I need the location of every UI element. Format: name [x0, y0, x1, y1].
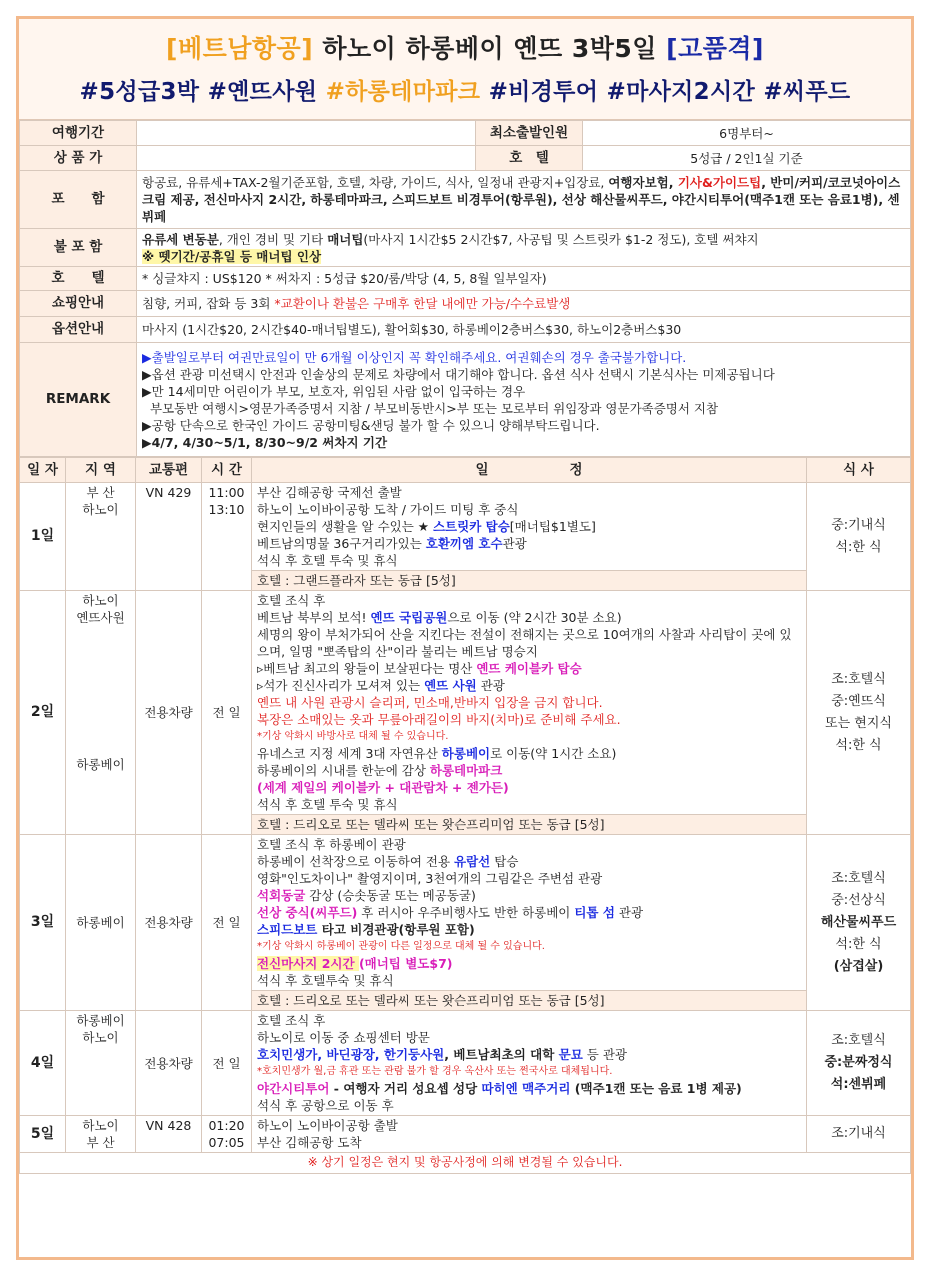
itinerary-line — [257, 955, 801, 972]
highlight: 호치민생가, 바딘광장, 한기둥사원 — [257, 1047, 445, 1062]
time-value: 07:05 — [208, 1135, 245, 1150]
hashtag: #하롱테마파크 — [325, 79, 481, 105]
highlight: 석회동굴 — [257, 888, 306, 903]
day-meal — [807, 1011, 911, 1116]
title-area — [19, 19, 911, 120]
meal-item: 해산물씨푸드 — [820, 914, 897, 930]
col-day: 일 자 — [20, 458, 66, 483]
time-value: 11:00 — [208, 485, 245, 500]
text: 관광 — [614, 905, 644, 920]
col-itinerary: 일 정 — [252, 458, 807, 483]
airline-tag: [베트남항공] — [166, 34, 314, 63]
day-hotel: 호텔 : 드리오로 또는 델라씨 또는 왓슨프리미엄 또는 동급 [5성] — [252, 815, 807, 835]
itinerary-line: 하노이로 이동 중 쇼핑센터 방문 — [257, 1030, 430, 1045]
col-transport: 교통편 — [136, 458, 202, 483]
itinerary-line — [257, 887, 801, 904]
shopping-label: 쇼핑안내 — [20, 291, 137, 317]
include-insurance: 여행자보험, — [608, 175, 678, 190]
hashtags — [19, 65, 911, 106]
include-extras: , 반미/커피/코코넛아이스크림 제공, 전신마사지 2시간, 하롱테마파크, 스피드보트 비경투어(항루원), 선상 해산물씨푸드, 야간시티투어(맥주1캔 또는 음료1병), 센뷔페 — [142, 175, 901, 224]
itinerary-line — [257, 921, 801, 938]
itinerary-line: 하노이 노이바이공항 출발 — [257, 1118, 398, 1133]
text: 후 러시아 우주비행사도 반한 하롱베이 — [357, 905, 575, 920]
text: 타고 비경관광(항루원 포함) — [317, 922, 475, 937]
itinerary-note: *기상 악화시 하롱베이 관광이 다른 일정으로 대체 될 수 있습니다. — [257, 941, 545, 952]
day-region — [66, 483, 136, 591]
itinerary-line: 부산 김해공항 도착 — [257, 1135, 362, 1150]
text: 등 관광 — [582, 1047, 628, 1062]
itinerary-line: 부산 김해공항 국제선 출발 — [257, 485, 402, 500]
day-transport: 전용차량 — [136, 591, 202, 835]
text: ▹석가 진신사리가 모셔져 있는 — [257, 678, 425, 693]
highlight: 옌뜨 사원 — [424, 678, 477, 693]
itinerary-document — [16, 16, 914, 1260]
itinerary-line — [257, 609, 801, 626]
highlight: 스피드보트 — [257, 922, 318, 937]
time-value: 01:20 — [208, 1118, 245, 1133]
highlight: 문묘 — [558, 1047, 583, 1062]
itinerary-line — [257, 1046, 801, 1063]
highlight: 옌뜨 국립공원 — [370, 610, 448, 625]
itinerary-line: 호텔 조식 후 — [257, 593, 326, 608]
day-region: 하롱베이 — [66, 835, 136, 1011]
region-name: 옌뜨사원 — [76, 610, 125, 625]
highlight: 하롱테마파크 — [429, 763, 503, 778]
hotel2-label: 호 텔 — [20, 267, 137, 291]
meal-item: 석:한 식 — [835, 539, 882, 555]
title-line-1 — [19, 19, 911, 65]
region-name: 하노이 — [82, 1118, 119, 1133]
day-transport: 전용차량 — [136, 835, 202, 1011]
meal-item: 조:호텔식 — [831, 870, 886, 886]
itinerary-line: 영화"인도차이나" 촬영지이며, 3천여개의 그림같은 주변섬 관광 — [257, 871, 603, 886]
col-region: 지 역 — [66, 458, 136, 483]
price-value — [137, 146, 476, 171]
day-hotel: 호텔 : 드리오로 또는 델라씨 또는 왓슨프리미엄 또는 동급 [5성] — [252, 991, 807, 1011]
itinerary-line: 옌뜨 내 사원 관광시 슬리퍼, 민소매,반바지 입장을 금지 합니다. — [257, 695, 603, 710]
day-time — [202, 1116, 252, 1153]
hashtag: #씨푸드 — [763, 79, 851, 105]
exclude-tip: 매너팁 — [327, 231, 364, 247]
day-meal — [807, 591, 911, 835]
shopping-note: *교환이나 환불은 구매후 한달 내에만 가능/수수료발생 — [274, 296, 571, 311]
itinerary-line — [257, 762, 801, 779]
remark-line: 부모동반 여행시>영문가족증명서 지참 / 부모비동반시>부 또는 모로부터 위임장과 영문가족증명서 지참 — [150, 400, 719, 416]
highlight: 하롱베이 — [441, 746, 491, 761]
text: 베트남의명물 36구거리가있는 — [257, 536, 426, 551]
day-label: 4일 — [20, 1011, 66, 1116]
itinerary-note: *호치민생가 월,금 휴관 또는 관람 불가 할 경우 옥산사 또는 쩐국사로 대체됩니다. — [257, 1066, 613, 1077]
exclude-rest: (마사지 1시간$5 2시간$7, 사공팁 및 스트릿카 $1-2 정도), 호텔 써챠지 — [363, 231, 759, 247]
highlight: 호환끼엠 호수 — [425, 536, 503, 551]
min-people-label: 최소출발인원 — [476, 121, 583, 146]
exclude-note: ※ 뗏기간/공휴일 등 매너팁 인상 — [142, 248, 322, 264]
itinerary-line — [257, 677, 801, 694]
highlight: 티톱 섬 — [574, 905, 615, 920]
day-transport: 전용차량 — [136, 1011, 202, 1116]
hashtag: #5성급3박 — [79, 79, 200, 105]
option-value: 마사지 (1시간$20, 2시간$40-매너팁별도), 활어회$30, 하롱베이2층버스$30, 하노이2층버스$30 — [137, 317, 911, 343]
text: ▹베트남 최고의 왕들이 보살핀다는 명산 — [257, 661, 477, 676]
itinerary-line — [257, 518, 801, 535]
text: (매너팁 별도$7) — [358, 956, 453, 971]
remark-line: ▶공항 단속으로 한국인 가이드 공항미팅&샌딩 불가 할 수 있으니 양해부탁드립니다. — [142, 417, 600, 433]
include-tip: 기사&가이드팁 — [677, 175, 762, 190]
highlight: 스트릿카 탑승 — [432, 519, 510, 534]
text: 관광 — [476, 678, 505, 693]
text: (맥주1캔 또는 음료 1병 제공) — [570, 1081, 742, 1096]
remark-label: REMARK — [20, 343, 137, 457]
itinerary-line — [257, 853, 801, 870]
grade-tag: [고품격] — [666, 34, 764, 63]
itinerary-line: 복장은 소매있는 옷과 무릎아래길이의 바지(치마)로 준비해 주세요. — [257, 712, 621, 727]
hashtag: #옌뜨사원 — [207, 79, 318, 105]
exclude-text: , 개인 경비 및 기타 — [218, 231, 328, 247]
exclude-fuel: 유류세 변동분 — [142, 231, 219, 247]
region-name: 부 산 — [86, 485, 115, 500]
meal-item: 조:호텔식 — [831, 671, 886, 687]
include-label: 포 함 — [20, 171, 137, 229]
text: 로 이동(약 1시간 소요) — [490, 746, 617, 761]
itinerary-line: (세계 제일의 케이블카 + 대관람차 + 젠가든) — [257, 780, 509, 795]
remark-value — [137, 343, 911, 457]
day-transport: VN 428 — [136, 1116, 202, 1153]
itinerary-line: 호텔 조식 후 — [257, 1013, 326, 1028]
meal-item: 중:옌뜨식 — [831, 693, 886, 709]
col-meal: 식 사 — [807, 458, 911, 483]
day-label: 3일 — [20, 835, 66, 1011]
day-meal: 조:기내식 — [807, 1116, 911, 1153]
option-label: 옵션안내 — [20, 317, 137, 343]
region-name: 하노이 — [82, 1030, 119, 1045]
itinerary-line: 석식 후 호텔 투숙 및 휴식 — [257, 797, 398, 812]
day-itinerary — [252, 483, 807, 571]
itinerary-line — [257, 660, 801, 677]
itinerary-line — [257, 904, 801, 921]
time-value: 13:10 — [208, 502, 245, 517]
itinerary-note: *기상 악화시 바방사로 대체 될 수 있습니다. — [257, 731, 449, 742]
meal-item: 중:선상식 — [831, 892, 886, 908]
text: 베트남 북부의 보석! — [257, 610, 371, 625]
region-name: 하노이 — [82, 502, 119, 517]
shopping-text: 침향, 커피, 잡화 등 3회 — [142, 296, 275, 311]
text: 하롱베이의 시내를 한눈에 감상 — [257, 763, 430, 778]
text: 유네스코 지정 세계 3대 자연유산 — [257, 746, 442, 761]
meal-item: 조:호텔식 — [831, 1033, 886, 1048]
day-hotel: 호텔 : 그랜드플라자 또는 동급 [5성] — [252, 571, 807, 591]
day-meal — [807, 835, 911, 1011]
itinerary-line: 석식 후 공항으로 이동 후 — [257, 1098, 394, 1113]
day-region — [66, 1116, 136, 1153]
meal-item: 석:한 식 — [835, 737, 882, 753]
day-label: 5일 — [20, 1116, 66, 1153]
text: 탑승 — [490, 854, 519, 869]
hashtag: #마사지2시간 — [606, 79, 755, 105]
period-label: 여행기간 — [20, 121, 137, 146]
day-itinerary — [252, 1116, 807, 1153]
day-meal — [807, 483, 911, 591]
hotel-label: 호 텔 — [476, 146, 583, 171]
info-table — [19, 120, 911, 457]
meal-item: 중:기내식 — [831, 517, 886, 533]
highlight: 옌뜨 케이블카 탑승 — [476, 661, 582, 676]
highlight: 야간시티투어 — [257, 1081, 330, 1096]
meal-item: 중:분짜정식 — [824, 1055, 893, 1070]
text: 하롱베이 선착장으로 이동하여 전용 — [257, 854, 455, 869]
itinerary-line: 세명의 왕이 부처가되어 산을 지킨다는 전설이 전해지는 곳으로 10여개의 사찰과 사리탑이 곳에 있으며, 일명 "뽀족탑의 산"이라 불리는 베트남 명승지 — [257, 627, 792, 659]
itinerary-line: 하노이 노이바이공항 도착 / 가이드 미팅 후 중식 — [257, 502, 519, 517]
itinerary-line — [257, 1080, 801, 1097]
highlight: 전신마사지 2시간 — [257, 956, 359, 971]
hotel-value: 5성급 / 2인1실 기준 — [583, 146, 911, 171]
day-itinerary — [252, 835, 807, 991]
hashtag: #비경투어 — [488, 79, 599, 105]
meal-item: 석:한 식 — [835, 936, 882, 952]
include-text: 항공료, 유류세+TAX-2월기준포함, 호텔, 차량, 가이드, 식사, 일정내 관광지+입장료, — [142, 175, 609, 190]
highlight: 선상 중식(씨푸드) — [257, 905, 358, 920]
day-label: 1일 — [20, 483, 66, 591]
text: 감상 (승솟동굴 또는 메공동굴) — [305, 888, 476, 903]
day-region — [66, 591, 136, 835]
day-time: 전 일 — [202, 591, 252, 835]
min-people-value: 6명부터~ — [583, 121, 911, 146]
text: [매너팁$1별도] — [509, 519, 596, 534]
footer-note: ※ 상기 일정은 현지 및 항공사정에 의해 변경될 수 있습니다. — [20, 1153, 911, 1174]
tour-title: 하노이 하롱베이 옌뜨 3박5일 — [322, 34, 657, 63]
day-itinerary — [252, 1011, 807, 1116]
day-time: 전 일 — [202, 1011, 252, 1116]
highlight: 따히엔 맥주거리 — [481, 1081, 571, 1096]
day-transport: VN 429 — [136, 483, 202, 591]
text: - 여행자 거리 성요셉 성당 — [329, 1081, 482, 1096]
day-region — [66, 1011, 136, 1116]
meal-item: 석:센뷔페 — [830, 1077, 887, 1092]
exclude-label: 불 포 함 — [20, 229, 137, 267]
meal-item: (삼겹살) — [833, 958, 884, 974]
day-time — [202, 483, 252, 591]
itinerary-line — [257, 745, 801, 762]
highlight: 유람선 — [454, 854, 491, 869]
period-value — [137, 121, 476, 146]
col-time: 시 간 — [202, 458, 252, 483]
region-name: 하롱베이 — [76, 1013, 125, 1028]
meal-item: 또는 현지식 — [825, 715, 892, 731]
remark-line: ▶옵션 관광 미선택시 안전과 인솔상의 문제로 차량에서 대기해야 합니다. 옵션 식사 선택시 기본식사는 미제공됩니다 — [142, 366, 775, 382]
remark-line: ▶만 14세미만 어린이가 부모, 보호자, 위임된 사람 없이 입국하는 경우 — [142, 383, 526, 399]
text: 관광 — [502, 536, 527, 551]
shopping-value — [137, 291, 911, 317]
region-name: 하롱베이 — [76, 757, 125, 772]
region-name: 하노이 — [82, 593, 119, 608]
region-name: 부 산 — [86, 1135, 115, 1150]
hotel2-value: * 싱글챠지 : US$120 * 써차지 : 5성급 $20/룸/박당 (4, 5, 8월 일부일자) — [137, 267, 911, 291]
day-itinerary — [252, 591, 807, 815]
itinerary-line — [257, 535, 801, 552]
text: 현지인들의 생활을 알 수있는 ★ — [257, 519, 433, 534]
schedule-table — [19, 457, 911, 1174]
include-value — [137, 171, 911, 229]
day-label: 2일 — [20, 591, 66, 835]
day-time: 전 일 — [202, 835, 252, 1011]
text: , 베트남최초의 대학 — [444, 1047, 559, 1062]
remark-line: ▶4/7, 4/30~5/1, 8/30~9/2 써차지 기간 — [142, 434, 388, 450]
remark-line: ▶출발일로부터 여권만료일이 만 6개월 이상인지 꼭 확인해주세요. 여권훼손의 경우 출국불가합니다. — [142, 349, 687, 365]
itinerary-line: 호텔 조식 후 하롱베이 관광 — [257, 837, 406, 852]
exclude-value — [137, 229, 911, 267]
itinerary-line: 석식 후 호텔투숙 및 휴식 — [257, 973, 394, 988]
itinerary-line: 석식 후 호텔 투숙 및 휴식 — [257, 553, 398, 568]
text: 으로 이동 (약 2시간 30분 소요) — [447, 610, 622, 625]
price-label: 상 품 가 — [20, 146, 137, 171]
